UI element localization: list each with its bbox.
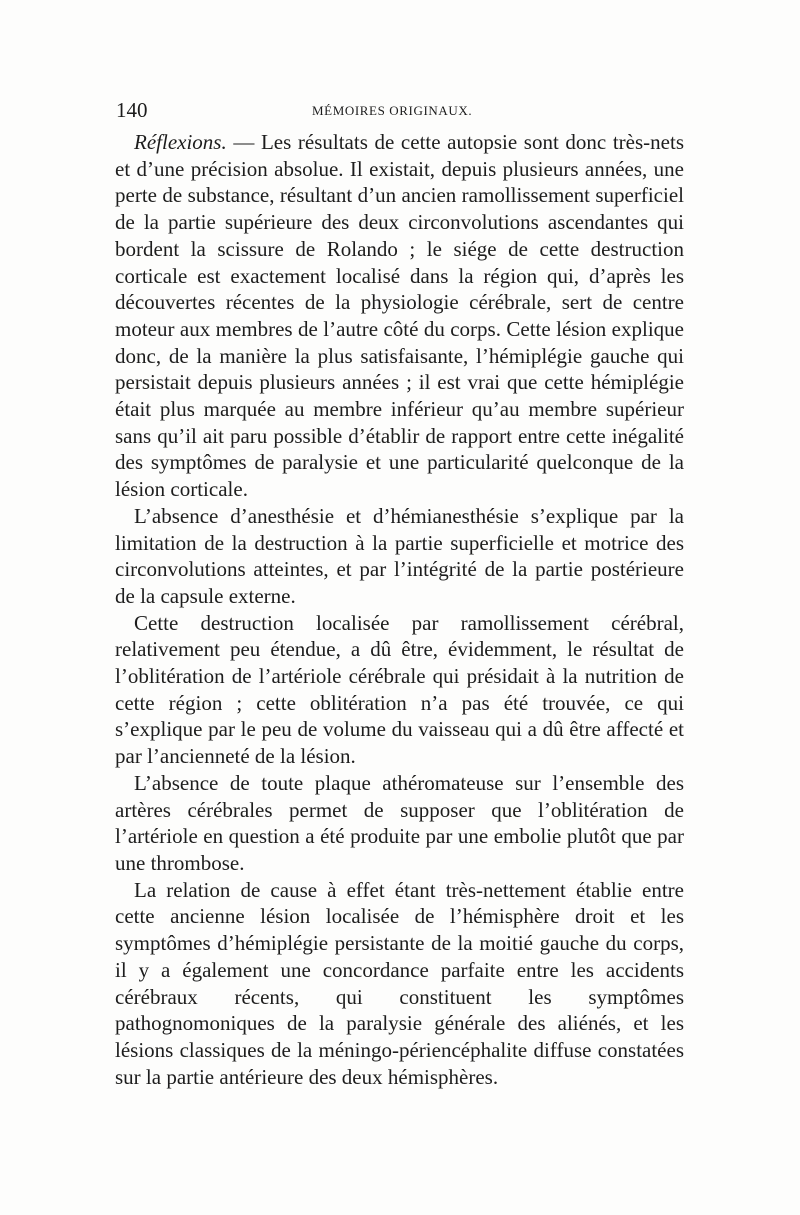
paragraph-destruction: Cette destruction localisée par ramollissement cérébral, relativement peu étendue, a dû être, évidemment, le résultat de l’oblitération de l’artériole cérébrale qui présidait à la nutrition de cette région ; cette oblitération n’a pas été trouvée, ce qui s’explique par le peu de volume du vaisseau qui a dû être affecté et par l’ancienneté de la lésion. <box>115 610 684 769</box>
paragraph-relation: La relation de cause à effet étant très-nettement établie entre cette ancienne lésion localisée de l’hémisphère droit et les symptômes d’hémiplégie persistante de la moitié gauche du corps, il y a également une concordance parfaite entre les accidents cérébraux récents, qui constituent les symptômes pathognomoniques de la paralysie générale des aliénés, et les lésions classiques de la méningo-périencéphalite diffuse constatées sur la partie antérieure des deux hémisphères. <box>115 877 684 1089</box>
journal-title: MÉMOIRES ORIGINAUX. <box>312 103 473 118</box>
running-head <box>116 98 686 122</box>
paragraph-atherome: L’absence de toute plaque athéromateuse sur l’ensemble des artères cérébrales permet de supposer que l’oblitération de l’artériole en question a été produite par une embolie plutôt que par une thrombose. <box>115 770 684 875</box>
page-number: 140 <box>116 98 148 122</box>
paragraph-text: — Les résultats de cette autopsie sont donc très-nets et d’une précision absolue. Il existait, depuis plusieurs années, une perte de substance, résultant d’un ancien ramollissement superficiel de la partie supérieure des deux circonvolutions ascendantes qui bordent la scissure de Rolando ; le siége de cette destruction corticale est exactement localisé dans la région qui, d’après les découvertes récentes de la physiologie cérébrale, sert de centre moteur aux membres de l’autre côté du corps. Cette lésion explique donc, de la manière la plus satisfaisante, l’hémiplégie gauche qui persistait depuis plusieurs années ; il est vrai que cette hémiplégie était plus marquée au membre inférieur qu’au membre supérieur sans qu’il ait paru possible d’établir de rapport entre cette inégalité des symptômes de paralysie et une particularité quelconque de la lésion corticale. <box>115 130 684 502</box>
paragraph-anesthesie: L’absence d’anesthésie et d’hémianesthésie s’explique par la limitation de la destruction à la partie superficielle et motrice des circonvolutions atteintes, et par l’intégrité de la partie postérieure de la capsule externe. <box>115 503 684 608</box>
paragraph-lead: Réflexions. <box>134 130 227 154</box>
paragraph-reflexions <box>115 129 684 503</box>
body-text <box>115 129 684 1090</box>
